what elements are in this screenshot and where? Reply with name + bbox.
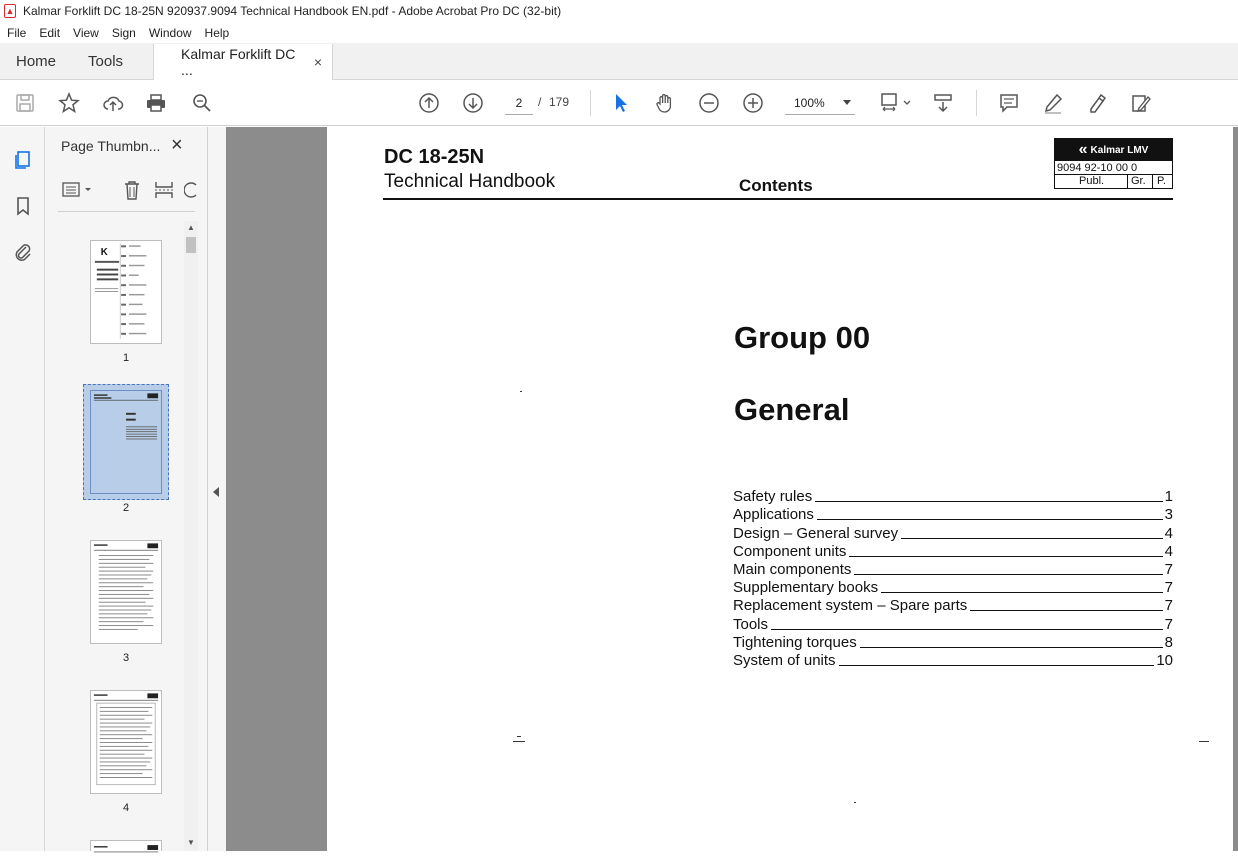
logo-divider bbox=[1055, 174, 1172, 175]
page-separator: / bbox=[538, 95, 542, 109]
doc-title: DC 18-25N bbox=[384, 146, 485, 168]
attachment-paperclip-icon[interactable] bbox=[11, 240, 35, 264]
scroll-down-icon[interactable]: ▼ bbox=[187, 838, 195, 847]
logo-text: Kalmar LMV bbox=[1090, 144, 1149, 156]
panel-divider bbox=[58, 211, 195, 212]
toc-entry[interactable] bbox=[733, 651, 1173, 669]
chevron-down-icon bbox=[843, 100, 851, 105]
zoom-search-icon[interactable] bbox=[189, 90, 215, 116]
current-page-input[interactable]: 2 bbox=[505, 91, 533, 115]
p-label: P. bbox=[1157, 175, 1166, 187]
thumbnail-tools bbox=[58, 177, 198, 203]
thumbnail-label: 4 bbox=[122, 802, 130, 814]
document-viewer[interactable] bbox=[226, 127, 1238, 851]
thumbnail-scrollbar[interactable] bbox=[184, 221, 198, 851]
trash-icon[interactable] bbox=[121, 179, 143, 201]
hand-tool-icon[interactable] bbox=[652, 90, 678, 116]
comment-icon[interactable] bbox=[996, 90, 1022, 116]
kalmar-logo bbox=[1055, 139, 1172, 161]
read-mode-icon[interactable] bbox=[930, 90, 956, 116]
rotate-page-icon[interactable] bbox=[184, 179, 198, 201]
menu-window[interactable]: Window bbox=[148, 25, 192, 40]
toc-page: 8 bbox=[1164, 633, 1173, 651]
doc-subtitle: Technical Handbook bbox=[384, 171, 556, 192]
zoom-level-value: 100% bbox=[794, 95, 825, 110]
toc-leader bbox=[854, 574, 1162, 575]
toc-page: 7 bbox=[1164, 615, 1173, 633]
page-edge bbox=[1233, 127, 1238, 851]
tab-tools[interactable]: Tools bbox=[88, 52, 124, 70]
toc-label: Tools bbox=[733, 615, 769, 633]
window-titlebar bbox=[0, 0, 1238, 22]
save-icon[interactable] bbox=[12, 90, 38, 116]
page-thumbnail[interactable] bbox=[90, 840, 162, 851]
scan-speck bbox=[517, 736, 521, 737]
toc-label: Supplementary books bbox=[733, 579, 879, 597]
toc-label: Main components bbox=[733, 560, 852, 578]
left-rail bbox=[0, 127, 45, 851]
kalmar-logo-box bbox=[1054, 138, 1173, 189]
total-pages: 179 bbox=[549, 95, 570, 109]
scan-speck bbox=[1199, 741, 1209, 742]
tab-document-label: Kalmar Forklift DC ... bbox=[181, 46, 296, 78]
toc-page: 4 bbox=[1164, 524, 1173, 542]
toc-label: Tightening torques bbox=[733, 633, 857, 651]
menu-edit[interactable]: Edit bbox=[39, 25, 61, 40]
panel-collapse-strip bbox=[208, 127, 226, 851]
scroll-up-icon[interactable]: ▲ bbox=[187, 223, 195, 232]
thumbnail-label: 2 bbox=[122, 502, 130, 514]
toc-entry[interactable] bbox=[733, 633, 1173, 651]
collapse-panel-icon[interactable] bbox=[213, 487, 219, 497]
star-bookmark-icon[interactable] bbox=[56, 90, 82, 116]
insert-pages-icon[interactable] bbox=[153, 179, 175, 201]
panel-close-icon[interactable]: × bbox=[171, 134, 183, 156]
sign-pen-icon[interactable] bbox=[1084, 90, 1110, 116]
page-thumbnail[interactable] bbox=[90, 690, 162, 794]
thumbnail-label: 3 bbox=[122, 652, 130, 664]
toc-page: 3 bbox=[1164, 506, 1173, 524]
thumbnail-label: 1 bbox=[122, 352, 130, 364]
toc-label: Component units bbox=[733, 542, 847, 560]
scan-speck bbox=[513, 741, 525, 742]
toc-leader bbox=[849, 556, 1162, 557]
header-rule bbox=[383, 198, 1173, 200]
acrobat-app-icon: ▲ bbox=[4, 4, 16, 18]
edit-pdf-icon[interactable] bbox=[1128, 90, 1154, 116]
window-title: Kalmar Forklift DC 18-25N 920937.9094 Technical Handbook EN.pdf - Adobe Acrobat Pro DC (32-bit) bbox=[23, 4, 562, 18]
toc-entry[interactable] bbox=[733, 614, 1173, 632]
highlight-pen-icon[interactable] bbox=[1040, 90, 1066, 116]
toc-label: System of units bbox=[733, 651, 836, 669]
publ-label: Publ. bbox=[1079, 175, 1105, 187]
toc-page: 10 bbox=[1156, 651, 1173, 669]
menu-file[interactable]: File bbox=[7, 25, 27, 40]
toc-label: Design – General survey bbox=[733, 524, 899, 542]
doc-section-heading: Contents bbox=[739, 176, 813, 195]
toc-entry[interactable] bbox=[733, 578, 1173, 596]
toc-leader bbox=[860, 647, 1163, 648]
toc-page: 7 bbox=[1164, 560, 1173, 578]
toc-page: 7 bbox=[1164, 579, 1173, 597]
svg-text:K: K bbox=[100, 247, 108, 259]
scroll-thumb[interactable] bbox=[186, 237, 196, 253]
page-thumbnail[interactable] bbox=[90, 540, 162, 644]
toc-label: Replacement system – Spare parts bbox=[733, 597, 968, 615]
menu-bar bbox=[0, 22, 1238, 43]
toc-leader bbox=[839, 665, 1155, 666]
kalmar-k-icon: « bbox=[1078, 141, 1088, 158]
main-toolbar bbox=[0, 80, 1238, 126]
print-icon[interactable] bbox=[143, 90, 169, 116]
thumbnail-options-icon[interactable] bbox=[62, 181, 94, 199]
group-title: Group 00 bbox=[734, 320, 871, 355]
cloud-upload-icon[interactable] bbox=[100, 90, 126, 116]
toc-leader bbox=[817, 519, 1163, 520]
logo-divider bbox=[1127, 174, 1128, 188]
toc-page: 4 bbox=[1164, 542, 1173, 560]
toc-page: 7 bbox=[1164, 597, 1173, 615]
toc-leader bbox=[970, 610, 1162, 611]
toc-label: Safety rules bbox=[733, 488, 813, 506]
tab-home[interactable]: Home bbox=[16, 52, 57, 70]
panel-title: Page Thumbn... bbox=[61, 138, 161, 154]
menu-view[interactable]: View bbox=[73, 25, 99, 40]
zoom-level-select[interactable] bbox=[785, 91, 855, 115]
logo-divider bbox=[1152, 174, 1153, 188]
gr-label: Gr. bbox=[1131, 175, 1146, 187]
bookmark-icon[interactable] bbox=[11, 194, 35, 218]
toc-leader bbox=[901, 538, 1163, 539]
next-page-icon[interactable] bbox=[460, 90, 486, 116]
toc-leader bbox=[881, 592, 1163, 593]
toc-entry[interactable] bbox=[733, 542, 1173, 560]
toc-label: Applications bbox=[733, 506, 814, 524]
scan-speck bbox=[520, 391, 522, 392]
toc-entry[interactable] bbox=[733, 560, 1173, 578]
tab-close-icon[interactable]: × bbox=[313, 54, 323, 70]
thumbnail-panel bbox=[45, 127, 208, 851]
page-thumbnail-selected[interactable] bbox=[83, 384, 169, 500]
page-thumbnails-icon[interactable] bbox=[11, 148, 35, 172]
toc-entry[interactable] bbox=[733, 487, 1173, 505]
toolbar-divider bbox=[590, 90, 591, 116]
zoom-in-icon[interactable] bbox=[740, 90, 766, 116]
doc-number: 9094 92-10 00 0 bbox=[1057, 162, 1138, 174]
scan-speck bbox=[854, 802, 856, 803]
zoom-out-icon[interactable] bbox=[696, 90, 722, 116]
group-name: General bbox=[734, 392, 850, 427]
page-thumbnail[interactable] bbox=[90, 240, 162, 344]
menu-sign[interactable]: Sign bbox=[111, 25, 136, 40]
toc-entry[interactable] bbox=[733, 523, 1173, 541]
toc-leader bbox=[771, 629, 1163, 630]
toc-leader bbox=[815, 501, 1162, 502]
pdf-page bbox=[327, 127, 1233, 851]
select-pointer-icon[interactable] bbox=[608, 90, 634, 116]
page-fit-icon[interactable] bbox=[878, 90, 914, 116]
menu-help[interactable]: Help bbox=[204, 25, 230, 40]
previous-page-icon[interactable] bbox=[416, 90, 442, 116]
toc-entry[interactable] bbox=[733, 505, 1173, 523]
toc-entry[interactable] bbox=[733, 596, 1173, 614]
tab-document[interactable] bbox=[153, 44, 333, 80]
toolbar-divider bbox=[976, 90, 977, 116]
toc-page: 1 bbox=[1164, 488, 1173, 506]
table-of-contents bbox=[733, 487, 1173, 669]
tab-bar bbox=[0, 43, 1238, 80]
